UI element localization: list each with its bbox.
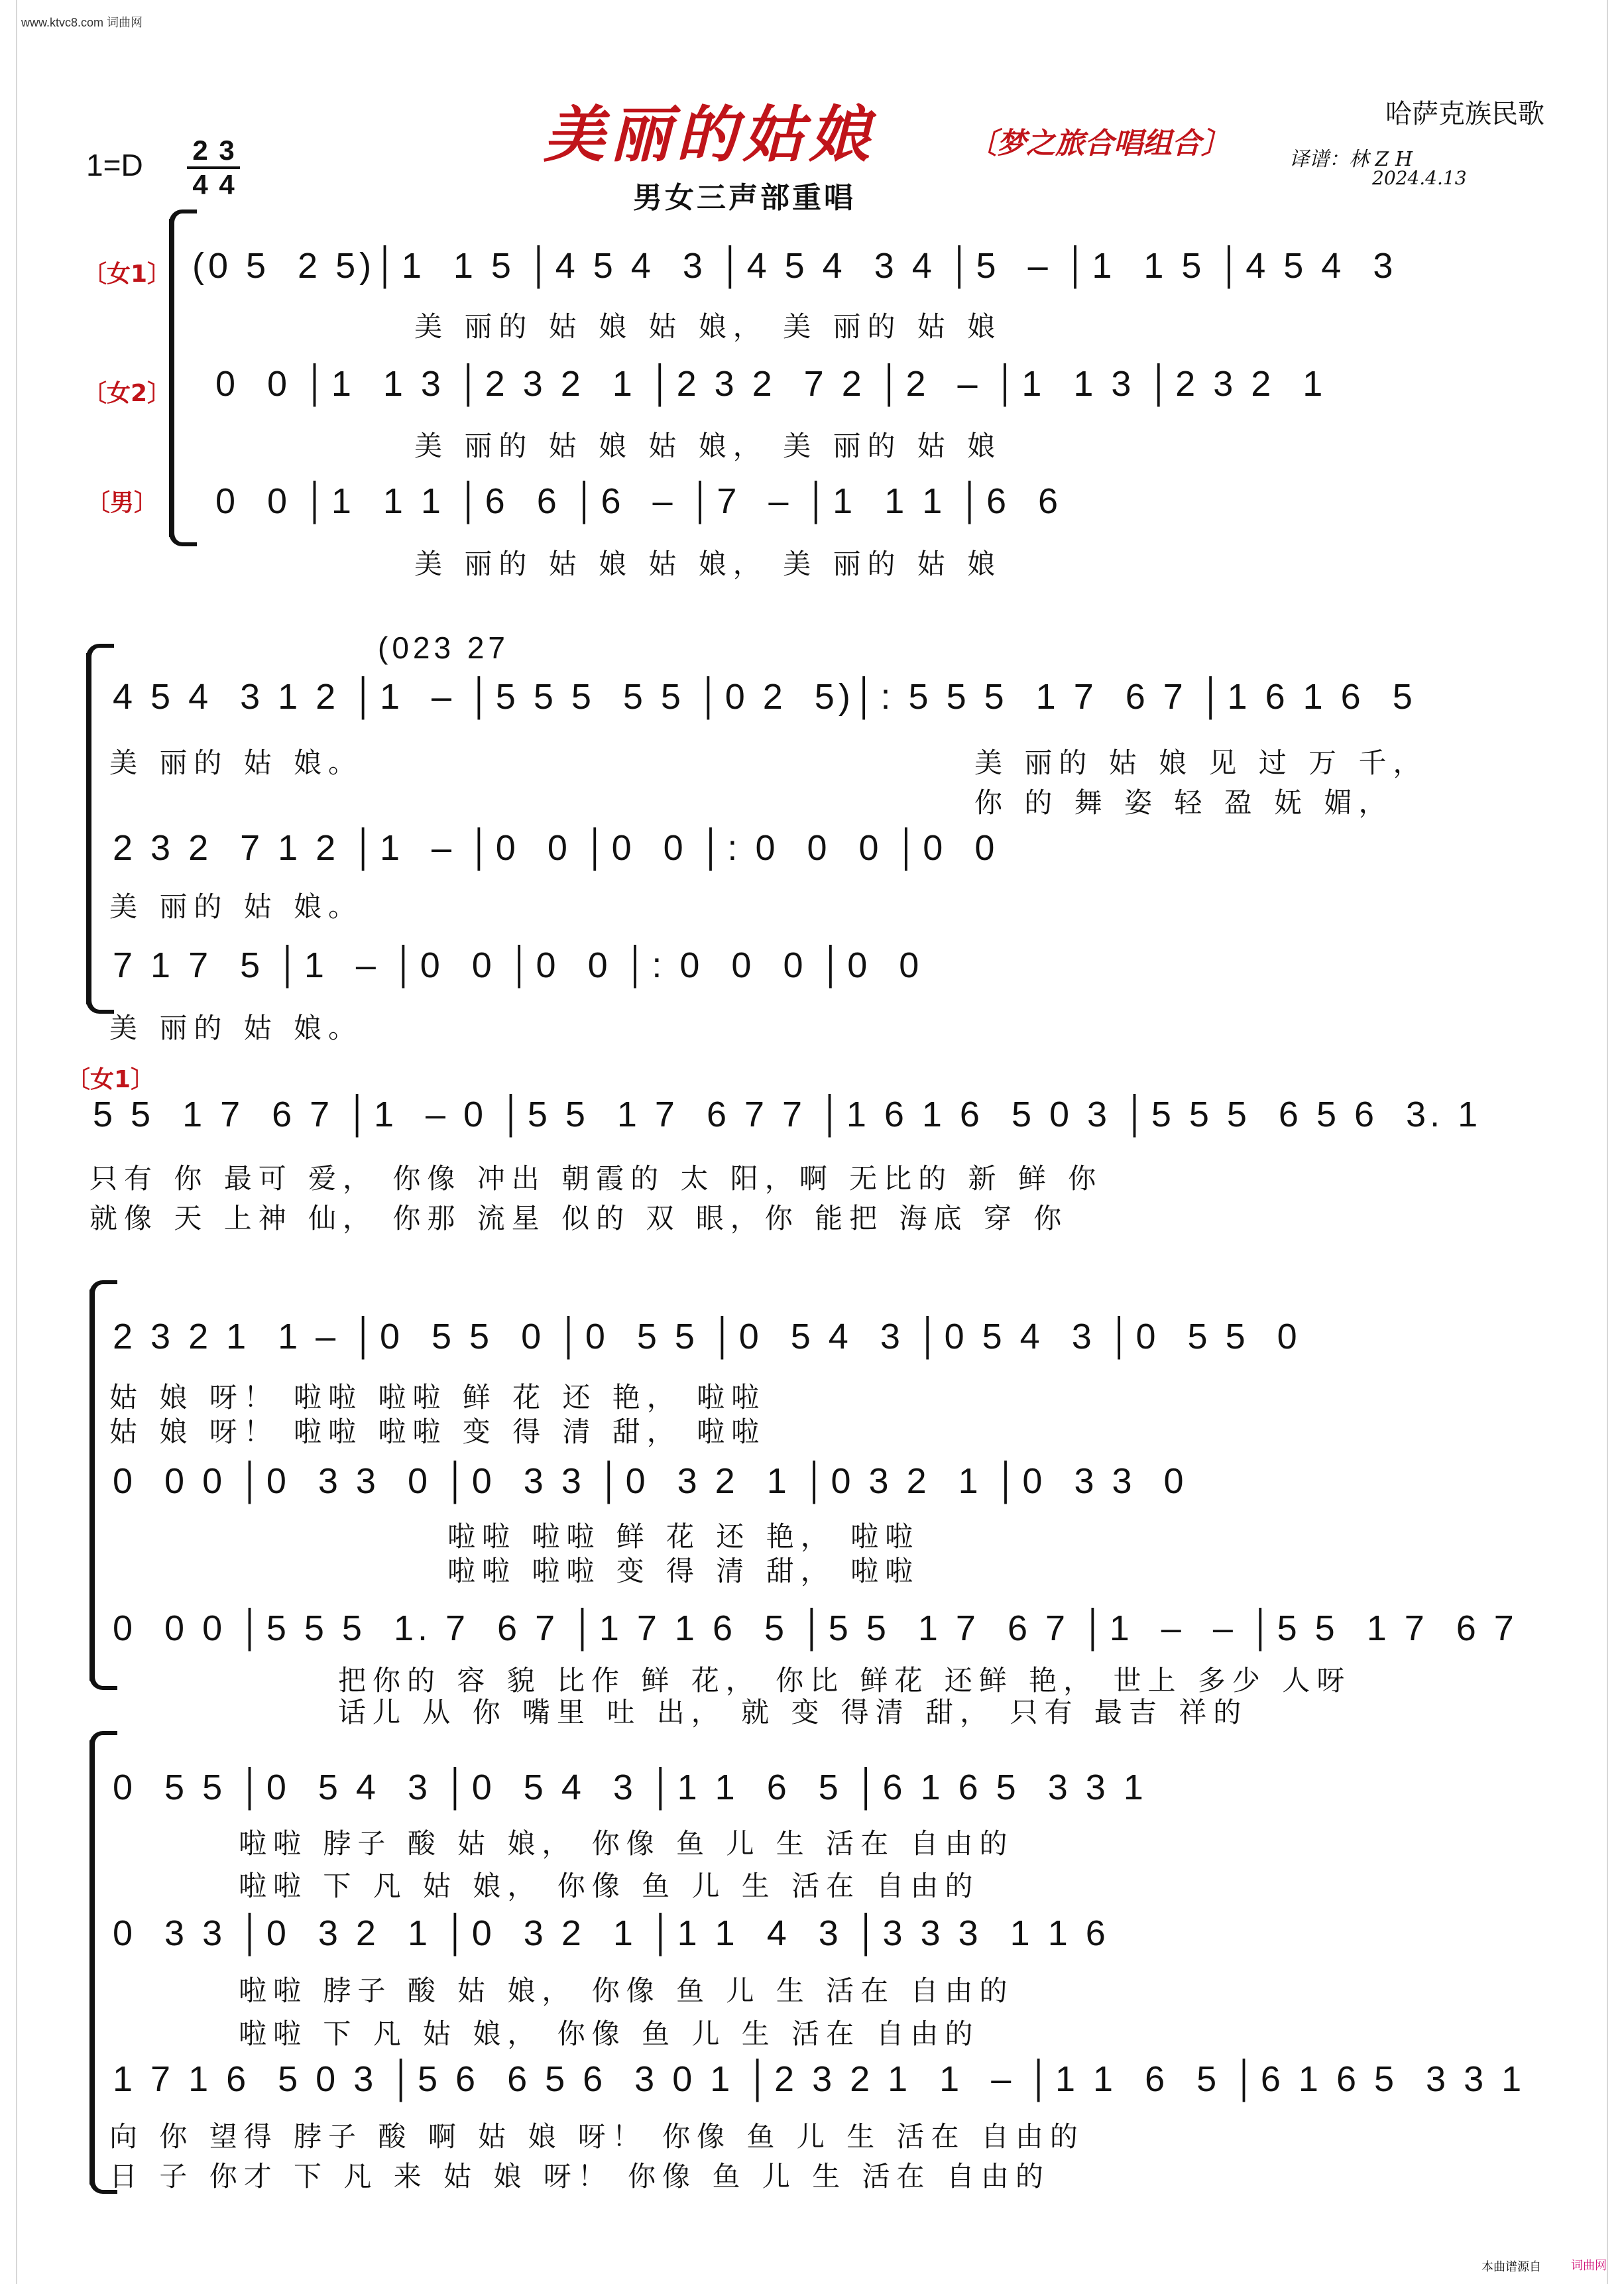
song-origin: 哈萨克族民歌 bbox=[1385, 99, 1544, 129]
s5-v3-notes: 1 7 1 6 5 0 3 │5 6 6 5 6 3 0 1 │2 3 2 1 1 – │1 1 6 5 │6 1 6 5 3 3 1 bbox=[113, 2059, 1526, 2099]
s5-v2-lyrics-b: 啦啦 下 凡 姑 娘， 你像 鱼 儿 生 活在 自由的 bbox=[239, 2017, 980, 2050]
song-title: 美丽的姑娘 bbox=[544, 99, 876, 170]
time-signature bbox=[187, 136, 240, 200]
footer-site-link[interactable]: 词曲网 bbox=[1571, 2259, 1607, 2273]
meter-bottom-2: 4 bbox=[219, 169, 235, 200]
s2-v1-lyrics-a: 美 丽的 姑 娘。 bbox=[109, 747, 363, 779]
s4-v2-lyrics-b: 啦啦 啦啦 变 得 清 甜， 啦啦 bbox=[447, 1555, 920, 1587]
vocal-form: 男女三声部重唱 bbox=[633, 181, 856, 215]
voice-label-v1-verse: 〔女1〕 bbox=[66, 1066, 155, 1093]
meter-bottom-1: 4 bbox=[192, 169, 208, 200]
footer-source: 本曲谱源自 bbox=[1481, 2260, 1541, 2274]
right-margin-border bbox=[1607, 0, 1624, 2284]
s2-v1-lyrics-c: 你 的 舞 姿 轻 盈 妩 媚， bbox=[974, 786, 1393, 819]
s4-v3-notes: 0 0 0 │5 5 5 1. 7 6 7 │1 7 1 6 5 │5 5 1 7 6 7 │1 – – │5 5 1 7 6 7 bbox=[113, 1608, 1518, 1648]
voice-label-v2: 〔女2〕 bbox=[83, 380, 172, 407]
s3-lyrics-b: 就像 天 上神 仙， 你那 流星 似的 双 眼，你 能把 海底 穿 你 bbox=[89, 1202, 1069, 1234]
s1-v1-notes: (0 5 2 5)│1 1 5 │4 5 4 3 │4 5 4 3 4 │5 – │1 1 5 │4 5 4 3 bbox=[192, 246, 1397, 286]
s5-v3-lyrics-b: 日 子 你才 下 凡 来 姑 娘 呀！ 你像 鱼 儿 生 活在 自由的 bbox=[109, 2160, 1050, 2193]
s1-v2-lyrics: 美 丽的 姑 娘 姑 娘， 美 丽的 姑 娘 bbox=[414, 430, 1002, 462]
s2-v1-lyrics-b: 美 丽的 姑 娘 见 过 万 千， bbox=[974, 747, 1428, 779]
meter-top-1: 2 bbox=[192, 135, 208, 166]
s4-v3-lyrics-a: 把你的 容 貌 比作 鲜 花， 你比 鲜花 还鲜 艳， 世上 多少 人呀 bbox=[338, 1664, 1352, 1697]
site-url[interactable]: www.ktvc8.com 词曲网 bbox=[21, 16, 143, 29]
s4-v2-lyrics-a: 啦啦 啦啦 鲜 花 还 艳， 啦啦 bbox=[447, 1520, 920, 1553]
meter-top-2: 3 bbox=[219, 135, 235, 166]
s5-v2-notes: 0 3 3 │0 3 2 1 │0 3 2 1 │1 1 4 3 │3 3 3 1 1 6 bbox=[113, 1913, 1110, 1953]
voice-label-v1: 〔女1〕 bbox=[83, 261, 172, 288]
s5-v3-lyrics-a: 向 你 望得 脖子 酸 啊 姑 娘 呀！ 你像 鱼 儿 生 活在 自由的 bbox=[109, 2120, 1084, 2153]
s3-lyrics-a: 只有 你 最可 爱， 你像 冲出 朝霞的 太 阳，啊 无比的 新 鲜 你 bbox=[89, 1162, 1103, 1195]
s5-v1-notes: 0 5 5 │0 5 4 3 │0 5 4 3 │1 1 6 5 │6 1 6 5 3 3 1 bbox=[113, 1768, 1147, 1807]
s2-v2-notes: 2 3 2 7 1 2 │1 – │0 0 │0 0 │: 0 0 0 │0 0 bbox=[113, 828, 999, 868]
s4-v3-lyrics-b: 话儿 从 你 嘴里 吐 出， 就 变 得清 甜， 只有 最吉 祥的 bbox=[338, 1696, 1248, 1728]
s2-intro: (023 27 bbox=[378, 631, 510, 665]
s2-v3-notes: 7 1 7 5 │1 – │0 0 │0 0 │: 0 0 0 │0 0 bbox=[113, 945, 923, 985]
system5-brace bbox=[89, 1740, 95, 2185]
s1-v3-notes: 0 0 │1 1 1 │6 6 │6 – │7 – │1 1 1 │6 6 bbox=[215, 481, 1063, 521]
left-margin-border bbox=[0, 0, 17, 2284]
s4-v1-notes: 2 3 2 1 1 – │0 5 5 0 │0 5 5 │0 5 4 3 │0 5 4 3 │0 5 5 0 bbox=[113, 1317, 1301, 1356]
s2-v1-notes: 4 5 4 3 1 2 │1 – │5 5 5 5 5 │0 2 5)│: 5 5 5 1 7 6 7 │1 6 1 6 5 bbox=[113, 677, 1417, 717]
system2-brace bbox=[86, 653, 91, 1004]
s5-v1-lyrics-b: 啦啦 下 凡 姑 娘， 你像 鱼 儿 生 活在 自由的 bbox=[239, 1870, 980, 1902]
arranger-credit: 译谱：林 Z H bbox=[1289, 148, 1413, 171]
voice-label-v3: 〔男〕 bbox=[86, 489, 158, 516]
s3-notes: 5 5 1 7 6 7 │1 – 0 │5 5 1 7 6 7 7 │1 6 1 6 5 0 3 │5 5 5 6 5 6 3. 1 bbox=[93, 1095, 1482, 1134]
s4-v1-lyrics-a: 姑 娘 呀！ 啦啦 啦啦 鲜 花 还 艳， 啦啦 bbox=[109, 1381, 766, 1413]
s4-v1-lyrics-b: 姑 娘 呀！ 啦啦 啦啦 变 得 清 甜， 啦啦 bbox=[109, 1415, 766, 1448]
s5-v2-lyrics-a: 啦啦 脖子 酸 姑 娘， 你像 鱼 儿 生 活在 自由的 bbox=[239, 1974, 1014, 2007]
key-signature: 1=D bbox=[86, 148, 143, 182]
s1-v2-notes: 0 0 │1 1 3 │2 3 2 1 │2 3 2 7 2 │2 – │1 1 3 │2 3 2 1 bbox=[215, 364, 1327, 404]
s4-v2-notes: 0 0 0 │0 3 3 0 │0 3 3 │0 3 2 1 │0 3 2 1 │0 3 3 0 bbox=[113, 1461, 1188, 1501]
performer-subtitle: 〔梦之旅合唱组合〕 bbox=[968, 127, 1230, 160]
s2-v2-lyrics: 美 丽的 姑 娘。 bbox=[109, 890, 363, 923]
s1-v3-lyrics: 美 丽的 姑 娘 姑 娘， 美 丽的 姑 娘 bbox=[414, 548, 1002, 580]
system4-brace bbox=[89, 1290, 95, 1681]
s2-v3-lyrics: 美 丽的 姑 娘。 bbox=[109, 1012, 363, 1044]
s5-v1-lyrics-a: 啦啦 脖子 酸 姑 娘， 你像 鱼 儿 生 活在 自由的 bbox=[239, 1827, 1014, 1860]
s1-v1-lyrics: 美 丽的 姑 娘 姑 娘， 美 丽的 姑 娘 bbox=[414, 310, 1002, 343]
transcription-date: 2024.4.13 bbox=[1372, 167, 1467, 189]
